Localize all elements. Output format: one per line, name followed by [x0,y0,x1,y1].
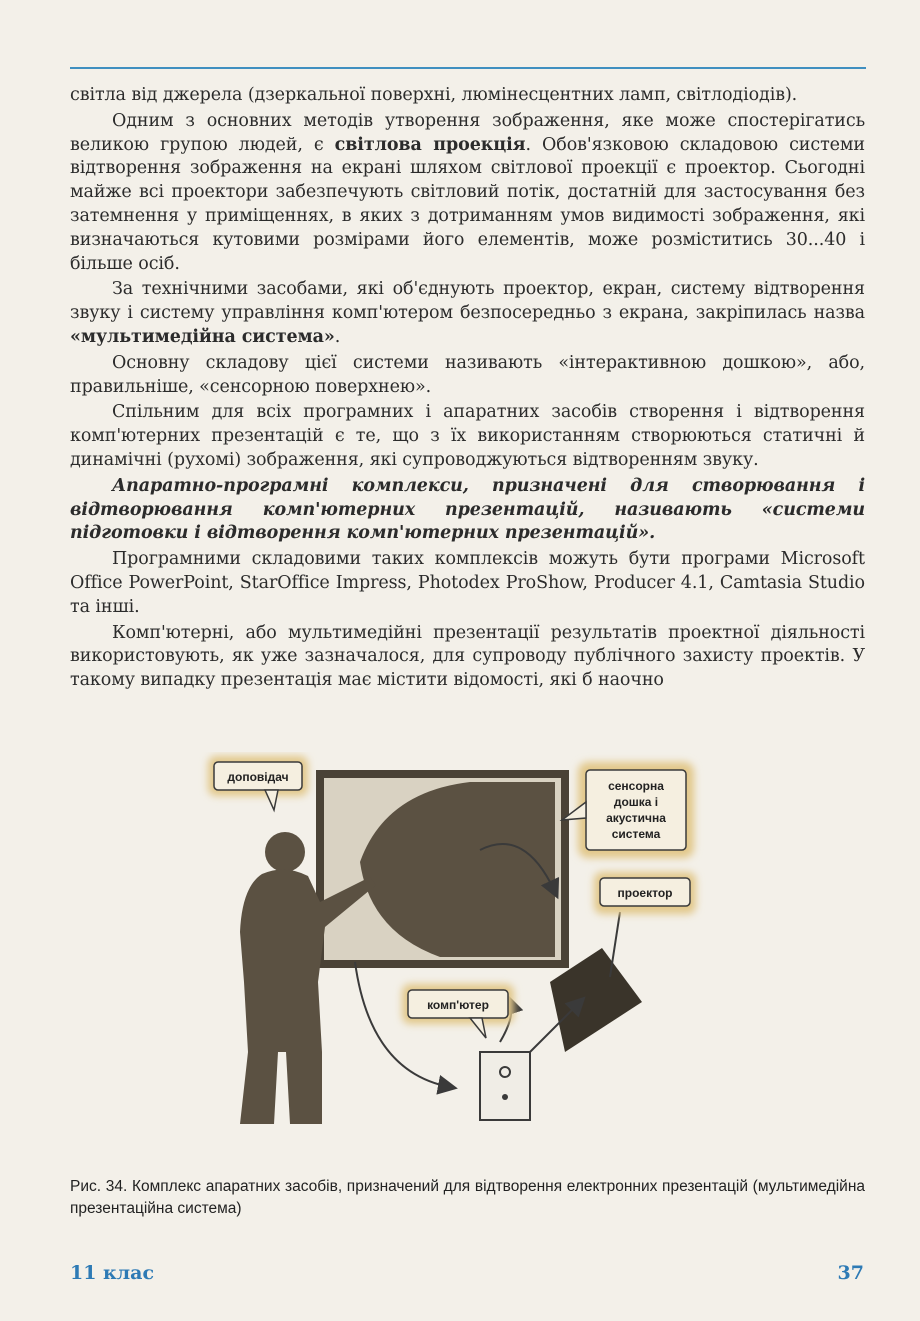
figure-multimedia-system [170,752,750,1152]
label-board-line2: дошка і [613,795,659,809]
paragraph [70,622,865,693]
label-speaker-text: доповідач [227,770,289,784]
text-segment: «мультимедійна система» [70,326,335,347]
text-segment: Основну складову цієї системи називають «інтерактивною дошкою», або, правильніше, «сенсорною поверхнею». [70,352,865,397]
figure-caption: Рис. 34. Комплекс апаратних засобів, призначений для відтворення електронних презентацій (мультимедійна презентаційна система) [70,1178,865,1217]
text-segment: світла від джерела (дзеркальної поверхні, люмінесцентних ламп, світлодіодів). [70,85,798,105]
label-board-line3: акустична [606,811,666,825]
label-computer-text: комп'ютер [427,998,489,1012]
paragraph [70,84,865,108]
label-speaker [214,762,302,810]
text-segment: За технічними засобами, які об'єднують проектор, екран, систему відтворення звуку і систему управління комп'ютером безпосередньо з екрана, закріпилась назва [70,279,865,324]
footer-grade: 11 клас [70,1262,155,1284]
label-board-line4: система [611,827,661,841]
header-rule [70,67,866,69]
definition-paragraph [70,475,865,546]
paragraph [70,548,865,619]
text-segment: Апаратно-програмні комплекси, призначені для створювання і відтворювання комп'ютерних презентацій, називають «системи підготовки і відтворення комп'ютерних презентацій». [70,475,865,544]
whiteboard [320,774,565,964]
text-segment: Спільним для всіх програмних і апаратних засобів створення і відтворення комп'ютерних презентацій є те, що з їх використанням створюються статичні й динамічні (рухомі) зображення, які супроводжуються відтворенням звуку. [70,402,865,470]
paragraph [70,352,865,400]
body-text [70,84,865,693]
label-board-line1: сенсорна [608,779,664,793]
text-segment: Одним з основних методів утворення зображення, яке може спостерігатись великою групою людей, є [70,110,865,155]
label-computer [408,990,508,1038]
page-number: 37 [837,1262,864,1284]
text-segment: світлова проекція [334,134,526,155]
text-segment: Програмними складовими таких комплексів можуть бути програми Microsoft Office PowerPoint, StarOffice Impress, Photodex ProShow, Producer 4.1, Camtasia Studio та інші. [70,549,865,617]
text-segment: . Обов'язковою складовою системи відтворення зображення на екрані шляхом світлової проекції є проектор. Сьогодні майже всі проектори забезпечують світловий потік, достатній для застосування без затемнення у приміщеннях, в яких з дотриманням умов видимості зображення, які визначаються кутовими розмірами його елементів, може розміститись 30...40 і більше осіб. [70,134,865,274]
figure-illustration [170,752,750,1152]
label-projector-text: проектор [617,886,673,900]
label-projector [600,878,690,906]
paragraph [70,110,865,277]
text-segment: Комп'ютерні, або мультимедійні презентації результатів проектної діяльності використовують, як уже зазначалося, для супроводу публічного захисту проектів. У такому випадку презентація має містити відомості, які б наочно [70,622,865,691]
paragraph [70,278,865,349]
text-segment: . [334,326,341,347]
paragraph [70,401,865,472]
computer-device [480,1052,530,1120]
